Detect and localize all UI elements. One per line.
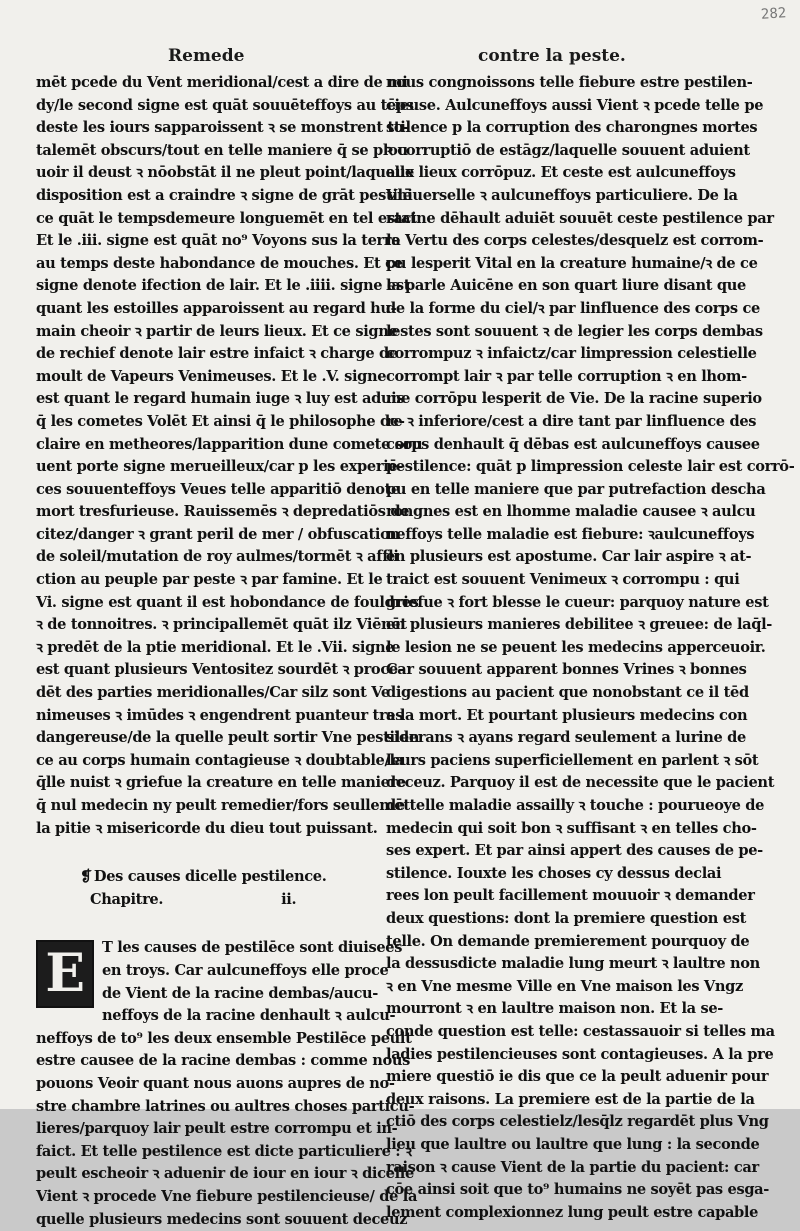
text-line: me corrōpu lesperit de Vie. De la racine superio — [386, 388, 722, 411]
text-line: uoir il deust ꝛ nōobstāt il ne pleut point/laquelle — [36, 162, 368, 185]
text-line: de Vient de la racine dembas/aucu- — [36, 983, 368, 1006]
text-line: neffoys de to⁹ les deux ensemble Pestilēce peult — [36, 1028, 368, 1051]
chapter-body — [36, 1005, 368, 1231]
left-text-column — [36, 72, 368, 1231]
text-line: Et le .iii. signe est quāt no⁹ Voyons sus la terre — [36, 230, 368, 253]
text-line: main cheoir ꝛ partir de leurs lieux. Et ce signe — [36, 321, 368, 344]
text-line: de rechief denote lair estre infaict ꝛ charge de — [36, 343, 368, 366]
text-line: rees lon peult facillement mouuoir ꝛ demander — [386, 885, 722, 908]
text-line: deux raisons. La premiere est de la partie de la — [386, 1089, 722, 1112]
text-line: claire en metheores/lapparition dune comete sou — [36, 434, 368, 457]
text-line: moult de Vapeurs Venimeuses. Et le .V. signe — [36, 366, 368, 389]
text-line: pu lesperit Vital en la creature humaine/ꝛ de ce — [386, 253, 722, 276]
text-line: pestilence: quāt p limpression celeste lair est corrō- — [386, 456, 722, 479]
text-line: peult escheoir ꝛ aduenir de iour en iour ꝛ dicelle — [36, 1163, 368, 1186]
text-line: deste les iours sapparoissent ꝛ se monstrent to- — [36, 117, 368, 140]
text-line: neffoys de la racine denhault ꝛ aulcu- — [36, 1005, 368, 1028]
text-line: lieres/parquoy lair peult estre corrompu et in- — [36, 1118, 368, 1141]
text-line: cieuse. Aulcuneffoys aussi Vient ꝛ pcede telle pe — [386, 95, 722, 118]
text-line: la Vertu des corps celestes/desquelz est corrom- — [386, 230, 722, 253]
text-line: quant les estoilles apparoissent au regard hu- — [36, 298, 368, 321]
text-line: griefue ꝛ fort blesse le cueur: parquoy nature est — [386, 592, 722, 615]
text-line: deceuz. Parquoy il est de necessite que le pacient — [386, 772, 722, 795]
chapter-title: Des causes dicelle pestilence. — [94, 868, 327, 885]
text-line: re ꝛ inferiore/cest a dire tant par linfluence des — [386, 411, 722, 434]
text-line: la dessusdicte maladie lung meurt ꝛ laultre non — [386, 953, 722, 976]
right-column-body — [386, 72, 722, 1224]
running-head-left: Remede — [168, 46, 244, 66]
text-line: pouons Veoir quant nous auons aupres de no- — [36, 1073, 368, 1096]
text-line: pu en telle maniere que par putrefaction descha — [386, 479, 722, 502]
chapter-label: Chapitre. — [90, 891, 163, 908]
text-line: dy/le second signe est quāt souuēteffoys au tēps — [36, 95, 368, 118]
text-line: ce au corps humain contagieuse ꝛ doubtable/la — [36, 750, 368, 773]
text-line: Vient ꝛ procede Vne fiebure pestilencieuse/ de la — [36, 1186, 368, 1209]
text-line: ce quāt le tempsdemeure longuemēt en tel estat — [36, 208, 368, 231]
text-line: nous congnoissons telle fiebure estre pestilen- — [386, 72, 722, 95]
text-line: siderans ꝛ ayans regard seulement a lurine de — [386, 727, 722, 750]
text-line: lieu que laultre ou laultre que lung : la seconde — [386, 1134, 722, 1157]
right-text-column — [386, 72, 722, 1224]
text-line: mēt pcede du Vent meridional/cest a dire de mi — [36, 72, 368, 95]
text-line: T les causes de pestilēce sont diuisees — [36, 937, 368, 960]
text-line: ꝛ en Vne mesme Ville en Vne maison les Vngz — [386, 976, 722, 999]
text-line: dēt des parties meridionalles/Car silz sont Ve — [36, 682, 368, 705]
text-line: de la forme du ciel/ꝛ par linfluence des corps ce — [386, 298, 722, 321]
text-line: lement complexionnez lung peult estre capable — [386, 1202, 722, 1225]
left-column-body — [36, 72, 368, 840]
text-line: stilence p la corruption des charongnes mortes — [386, 117, 722, 140]
text-line: deux questions: dont la premiere question est — [386, 908, 722, 931]
text-line: leurs paciens superficiellement en parlent ꝛ sōt — [386, 750, 722, 773]
text-line: q̄ les cometes Volēt Et ainsi q̄ le philosophe de- — [36, 411, 368, 434]
text-line: raison ꝛ cause Vient de la partie du pacient: car — [386, 1157, 722, 1180]
text-line: est quant le regard humain iuge ꝛ luy est aduis — [36, 388, 368, 411]
text-line: ction au peuple par peste ꝛ par famine. Et le — [36, 569, 368, 592]
text-line: uent porte signe merueilleux/car p les experiē- — [36, 456, 368, 479]
text-line: faict. Et telle pestilence est dicte particuliere : ꝛ — [36, 1141, 368, 1164]
text-line: ces souuenteffoys Veues telle apparitiō denote — [36, 479, 368, 502]
text-line: medecin qui soit bon ꝛ suffisant ꝛ en telles cho- — [386, 818, 722, 841]
text-line: racine dēhault aduiēt souuēt ceste pestilence par — [386, 208, 722, 231]
folio-number: 282 — [760, 5, 786, 23]
text-line: lestes sont souuent ꝛ de legier les corps dembas — [386, 321, 722, 344]
text-line: rongnes est en lhomme maladie causee ꝛ aulcu — [386, 501, 722, 524]
text-line: Car souuent apparent bonnes Vrines ꝛ bonnes — [386, 659, 722, 682]
chapter-label-line — [36, 889, 368, 912]
text-line: conde question est telle: cestassauoir si telles ma — [386, 1021, 722, 1044]
text-line: telle. On demande premierement pourquoy de — [386, 931, 722, 954]
text-line: cōe ainsi soit que to⁹ humains ne soyēt pas esga- — [386, 1179, 722, 1202]
text-line: ꝛ de tonnoitres. ꝛ principallemēt quāt ilz Viēnēt — [36, 614, 368, 637]
text-line: dangereuse/de la quelle peult sortir Vne pestilen — [36, 727, 368, 750]
text-line: stilence. Iouxte les choses cy dessus declai — [386, 863, 722, 886]
text-line: a la mort. Et pourtant plusieurs medecins con — [386, 705, 722, 728]
running-head-right: contre la peste. — [478, 46, 626, 66]
text-line: de soleil/mutation de roy aulmes/tormēt ꝛ affli — [36, 546, 368, 569]
text-line: de telle maladie assailly ꝛ touche : pourueoye de — [386, 795, 722, 818]
text-line: signe denote ifection de lair. Et le .iiii. signe est — [36, 275, 368, 298]
text-line: en plusieurs manieres debilitee ꝛ greuee: de laq̄l- — [386, 614, 722, 637]
text-line: le lesion ne se peuent les medecins apperceuoir. — [386, 637, 722, 660]
text-line: quelle plusieurs medecins sont souuent deceuz — [36, 1209, 368, 1231]
text-line: mort tresfurieuse. Rauissemēs ꝛ depredatiōs de — [36, 501, 368, 524]
text-line: miere questiō ie dis que ce la peult aduenir pour — [386, 1066, 722, 1089]
section-gap — [36, 911, 368, 937]
text-line: disposition est a craindre ꝛ signe de grāt pestilē — [36, 185, 368, 208]
text-line: digestions au pacient que nonobstant ce il tēd — [386, 682, 722, 705]
text-line: aux lieux corrōpuz. Et ceste est aulcuneffoys — [386, 162, 722, 185]
text-line: q̄ nul medecin ny peult remedier/fors seullemēt — [36, 795, 368, 818]
text-line: Vniuerselle ꝛ aulcuneffoys particuliere. De la — [386, 185, 722, 208]
text-line: corrompt lair ꝛ par telle corruption ꝛ en lhom- — [386, 366, 722, 389]
text-line: la parle Auicēne en son quart liure disant que — [386, 275, 722, 298]
text-line: la pitie ꝛ misericorde du dieu tout puissant. — [36, 818, 368, 841]
section-gap — [36, 840, 368, 866]
text-line: citez/danger ꝛ grant peril de mer / obfuscation — [36, 524, 368, 547]
chapter-number: ii. — [281, 891, 296, 908]
text-line: mourront ꝛ en laultre maison non. Et la se- — [386, 998, 722, 1021]
text-line: est quant plusieurs Ventositez sourdēt ꝛ proce- — [36, 659, 368, 682]
text-line: ꝛ predēt de la ptie meridional. Et le .Vii. signe — [36, 637, 368, 660]
text-line: estre causee de la racine dembas : comme nous — [36, 1050, 368, 1073]
text-line: traict est souuent Venimeux ꝛ corrompu : qui — [386, 569, 722, 592]
text-line: q̄lle nuist ꝛ griefue la creature en telle maniere — [36, 772, 368, 795]
text-line: talemēt obscurs/tout en telle maniere q̄ se plou — [36, 140, 368, 163]
text-line: en plusieurs est apostume. Car lair aspire ꝛ at- — [386, 546, 722, 569]
chapter-heading — [36, 866, 368, 889]
drop-cap-initial: E — [36, 940, 94, 1008]
text-line: Vi. signe est quant il est hobondance de fouldres — [36, 592, 368, 615]
text-line: en troys. Car aulcuneffoys elle proce — [36, 960, 368, 983]
text-line: ses expert. Et par ainsi appert des causes de pe- — [386, 840, 722, 863]
text-line: corps denhault q̄ dēbas est aulcuneffoys causee — [386, 434, 722, 457]
chapter-opening — [36, 937, 368, 1005]
text-line: au temps deste habondance de mouches. Et ce — [36, 253, 368, 276]
text-line: neffoys telle maladie est fiebure: ꝛaulcuneffoys — [386, 524, 722, 547]
text-line: ctiō des corps celestielz/lesq̄lz regardēt plus Vng — [386, 1111, 722, 1134]
text-line: nimeuses ꝛ imūdes ꝛ engendrent puanteur tres — [36, 705, 368, 728]
text-line: ꝛ corruptiō de estāgz/laquelle souuent aduient — [386, 140, 722, 163]
text-line: stre chambre latrines ou aultres choses particu- — [36, 1096, 368, 1119]
text-line: ladies pestilencieuses sont contagieuses. A la pre — [386, 1044, 722, 1067]
text-line: corrompuz ꝛ infaictz/car limpression celestielle — [386, 343, 722, 366]
pilcrow-icon: ❡ — [80, 868, 92, 885]
